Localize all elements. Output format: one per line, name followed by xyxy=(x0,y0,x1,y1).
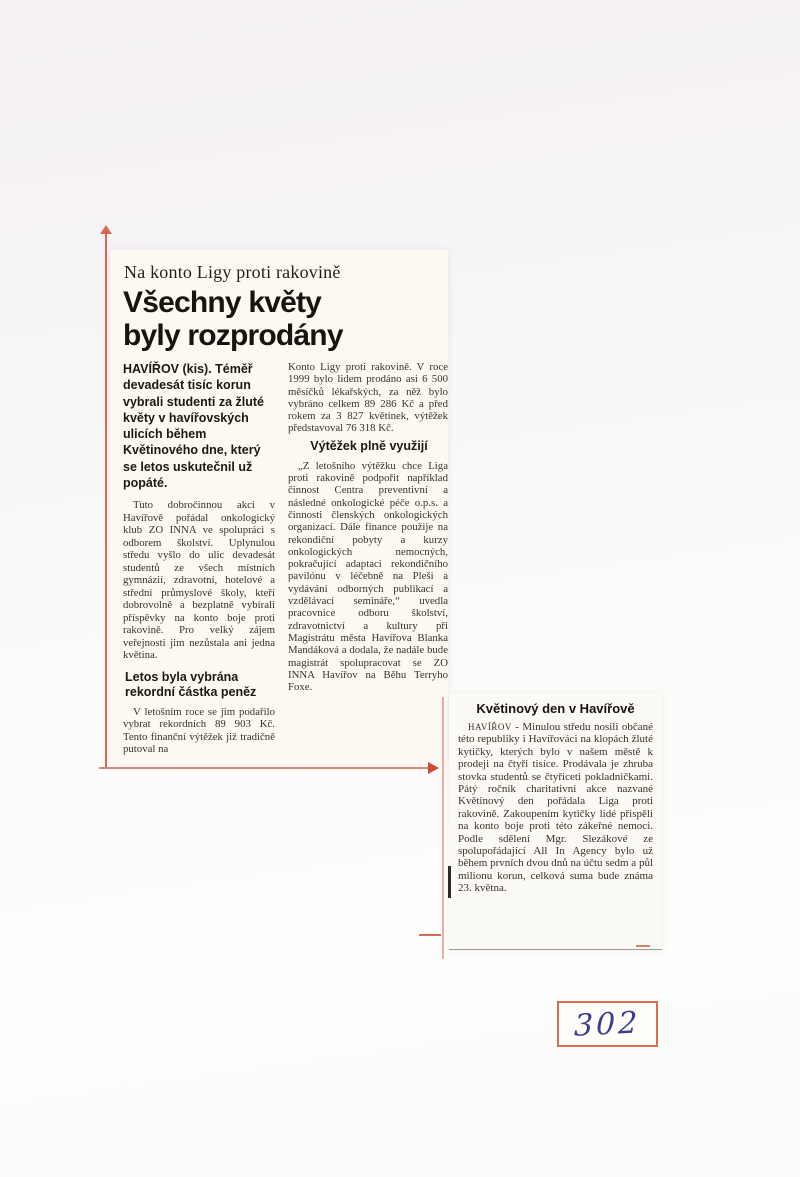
side-article-text: - Minulou středu nosili občané této republiky i Havířováci na klopách žluté kytičky, kterých bylo v našem městě k prodeji na čtyři tisíce. Prodávala je zhruba stovka studentů se čtyřiceti pokladničkami. Pátý ročník charitativní akce nazvané Květinový den pořádala Liga proti rakovině. Zakoupením kytičky lidé přispěli na konto boje proti této zákeřné nemoci. Podle sdělení Mgr. Slezákové ze spolupořádající All In Agency bylo už během prvních dvou dnů na účtu sedm a půl milionu korun, celková suma bude známa 23. května. xyxy=(458,721,653,895)
side-article-body xyxy=(458,721,653,895)
article-paragraph: „Z letošního výtěžku chce Liga proti rakovině podpořit například činnost Centra preventivní a následné onkologické péče o.p.s. a činnosti členských onkologických organizací. Dále finance použije na rekondiční pobyty a kurzy onkologických nemocných, pokračující adaptaci rekondičního pavilónu v léčebně na Pleši a vydávání odborných publikací a vzdělávací semináře,“ uvedla pracovnice odboru školství, zdravotnictví a kultury při Magistrátu města Havířova Blanka Mandáková a dodala, že nadále bude magistrát spolupracovat se ZO INNA Havířov na Běhu Terryho Foxe. xyxy=(288,459,448,694)
side-article-headline: Květinový den v Havířově xyxy=(476,701,635,716)
newspaper-clipping-main xyxy=(110,250,448,764)
article-lead: HAVÍŘOV (kis). Téměř devadesát tisíc korun vybrali studenti za žluté květy v havířovských ulicích během Květinového dne, který se letos uskutečnil už popáté. xyxy=(123,362,265,491)
red-pen-dash xyxy=(419,934,441,936)
side-article-dateline: HAVÍŘOV xyxy=(468,722,512,732)
handwritten-page-number: 302 xyxy=(574,1004,641,1044)
article-kicker: Na konto Ligy proti rakovině xyxy=(124,262,341,282)
article-columns xyxy=(123,361,448,760)
red-pen-arrowhead-right xyxy=(428,762,439,774)
article-paragraph: Tuto dobročinnou akci v Havířově pořádal onkologický klub ZO INNA ve spolupráci s odborem školství. Uplynulou středu vyšlo do ulic devadesát studentů ze všech místních gymnázií, zdravotní, hotelové a střední průmyslové školy, kteří dobrovolně a bezplatně vybírali příspěvky na konto boje proti rakovině. Pro velký zájem veřejnosti jim nezůstala ani jedna květina. xyxy=(123,499,275,662)
page-number-stamp-box xyxy=(557,1001,658,1047)
red-pen-vertical-line-left xyxy=(105,231,107,768)
headline-line-2: byly rozprodány xyxy=(123,319,343,352)
article-subhead-proceeds: Výtěžek plně využijí xyxy=(310,438,428,453)
headline-line-1: Všechny květy xyxy=(123,286,322,319)
article-column-left xyxy=(123,361,275,760)
newspaper-clipping-side xyxy=(449,693,662,950)
article-paragraph: V letošním roce se jim podařilo vybrat rekordních 89 903 Kč. Tento finanční výtěžek již tradičně putoval na xyxy=(123,705,275,756)
article-paragraph: Konto Ligy proti rakovině. V roce 1999 bylo lidem prodáno asi 6 500 měsíčků lékařských, za něž bylo vybráno celkem 89 286 Kč a před rokem za 3 827 květinek, výtěžek představoval 76 318 Kč. xyxy=(288,361,448,435)
black-edge-mark xyxy=(448,866,451,898)
article-column-right xyxy=(288,361,448,760)
article-headline xyxy=(123,286,438,352)
article-subhead-record: Letos byla vybrána rekordní částka peněz xyxy=(125,669,257,699)
red-pen-vertical-line-right xyxy=(442,697,444,959)
red-pen-tick xyxy=(636,945,650,947)
red-pen-horizontal-line xyxy=(99,767,432,769)
